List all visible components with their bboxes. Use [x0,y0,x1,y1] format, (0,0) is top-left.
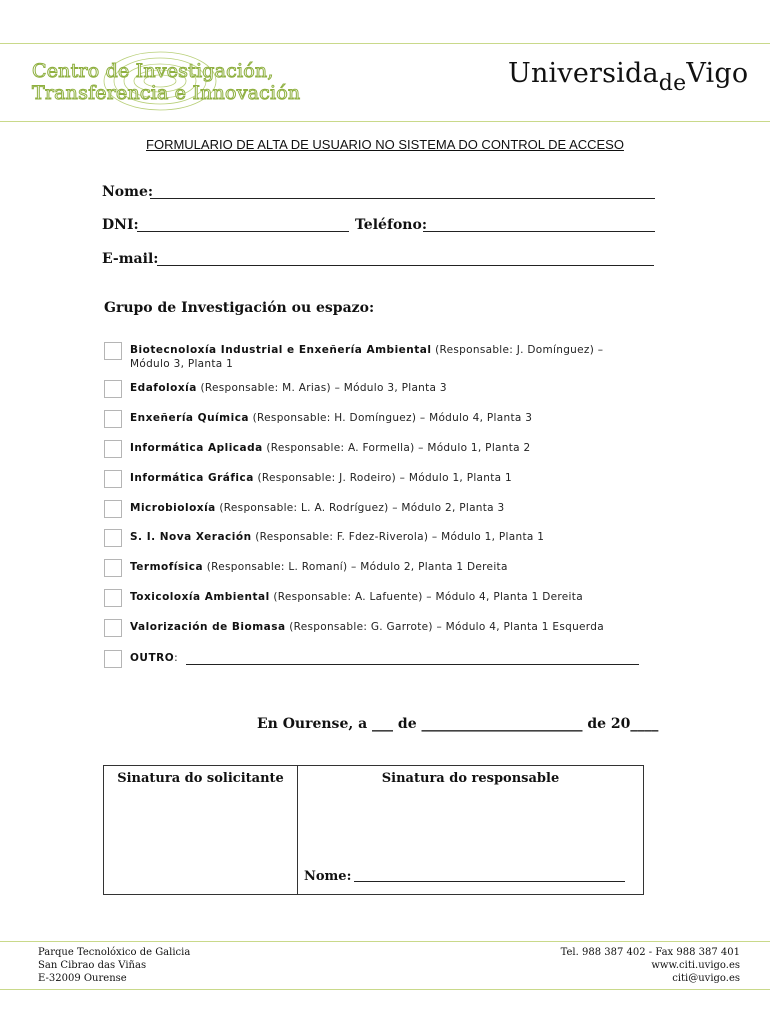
option-biotecnoloxia[interactable] [104,341,644,371]
option-name: Informática Gráfica [130,472,254,484]
option-checkbox[interactable] [104,380,122,398]
option-checkbox[interactable] [104,650,122,668]
footer-contact [561,946,740,985]
option-detail: (Responsable: A. Lafuente) – Módulo 4, Planta 1 Dereita [269,591,583,603]
option-detail: (Responsable: A. Formella) – Módulo 1, Planta 2 [262,442,531,454]
signature-name-label: Nome: [304,869,352,884]
dni-label: DNI: [102,217,139,233]
option-checkbox[interactable] [104,410,122,428]
telefono-field[interactable] [423,231,655,232]
header-bottom-rule [0,121,770,122]
option-name: Valorización de Biomasa [130,621,286,633]
header-top-rule [0,43,770,44]
date-line: En Ourense, a ___ de _______________________ de 20____ [257,716,659,732]
option-label [130,343,630,371]
option-label [130,620,630,634]
footer-bottom-rule [0,989,770,990]
nome-label: Nome: [102,184,154,200]
option-name: Termofísica [130,561,204,573]
option-checkbox[interactable] [104,529,122,547]
option-label [130,501,630,515]
option-detail: (Responsable: J. Rodeiro) – Módulo 1, Planta 1 [253,472,513,484]
uvigo-logo [508,58,749,96]
uvigo-logo-de: de [658,71,687,96]
option-name: Biotecnoloxía Industrial e Enxeñería Ambiental [130,344,432,356]
option-other-colon: : [174,652,178,664]
citi-logo-line1: Centro de Investigación, [32,60,274,82]
option-label [130,441,630,455]
outro-field[interactable] [186,664,639,665]
option-label [130,590,630,604]
option-label [130,381,630,395]
telefono-label: Teléfono: [355,217,427,233]
uvigo-logo-part2: Vigo [686,58,749,89]
signature-applicant-heading: Sinatura do solicitante [117,771,284,786]
option-detail: (Responsable: G. Garrote) – Módulo 4, Planta 1 Esquerda [285,621,604,633]
option-name: Informática Aplicada [130,442,263,454]
footer-phone: Tel. 988 387 402 - Fax 988 387 401 [560,947,740,958]
footer-address-line2: San Cibrao das Viñas [38,960,147,971]
signature-table [103,765,644,895]
uvigo-logo-part1: Universida [508,58,659,89]
option-checkbox[interactable] [104,559,122,577]
email-label: E-mail: [102,251,159,267]
citi-logo [30,56,301,106]
dni-field[interactable] [137,231,349,232]
footer-top-rule [0,941,770,942]
option-checkbox[interactable] [104,589,122,607]
option-name: Toxicoloxía Ambiental [130,591,270,603]
signature-name-field[interactable] [354,881,625,882]
footer-email-link[interactable]: citi@uvigo.es [672,973,740,984]
citi-logo-line2: Transferencia e Innovación [32,82,301,104]
footer-address-line3: E-32009 Ourense [38,973,127,984]
option-label [130,411,630,425]
footer-address-line1: Parque Tecnolóxico de Galicia [38,947,191,958]
form-title: FORMULARIO DE ALTA DE USUARIO NO SISTEMA DO CONTROL DE ACCESO [146,137,624,152]
option-checkbox[interactable] [104,470,122,488]
group-heading: Grupo de Investigación ou espazo: [104,300,375,316]
nome-field[interactable] [150,198,655,199]
option-name: Enxeñería Química [130,412,250,424]
option-checkbox[interactable] [104,440,122,458]
option-detail: (Responsable: M. Arias) – Módulo 3, Planta 3 [196,382,447,394]
option-detail: (Responsable: H. Domínguez) – Módulo 4, Planta 3 [249,412,533,424]
option-label [130,471,630,485]
footer-address [38,946,190,985]
option-checkbox[interactable] [104,500,122,518]
option-detail: (Responsable: F. Fdez-Riverola) – Módulo 1, Planta 1 [251,531,545,543]
footer-website-link[interactable]: www.citi.uvigo.es [651,960,740,971]
option-label [130,651,630,665]
option-label [130,530,630,544]
option-checkbox[interactable] [104,619,122,637]
option-name: Edafoloxía [130,382,197,394]
option-detail: (Responsable: J. Domínguez) – Módulo 3, Planta 1 [130,344,604,370]
signature-responsible-heading: Sinatura do responsable [381,771,560,786]
option-label [130,560,630,574]
option-name: S. I. Nova Xeración [130,531,252,543]
option-detail: (Responsable: L. Romaní) – Módulo 2, Planta 1 Dereita [203,561,508,573]
option-name: OUTRO [130,652,175,664]
option-checkbox[interactable] [104,342,122,360]
email-field[interactable] [157,265,654,266]
option-detail: (Responsable: L. A. Rodríguez) – Módulo 2, Planta 3 [215,502,505,514]
option-name: Microbioloxía [130,502,216,514]
